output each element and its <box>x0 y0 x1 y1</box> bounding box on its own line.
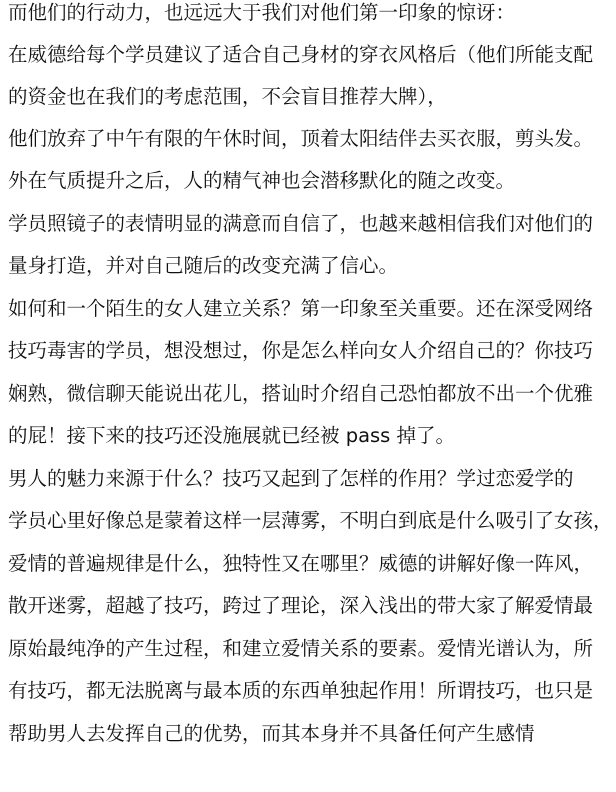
text-line: 量身打造，并对自己随后的改变充满了信心。 <box>8 254 399 277</box>
text-line: 他们放弃了中午有限的午休时间，顶着太阳结伴去买衣服，剪头发。 <box>8 127 594 150</box>
text-line: 学员照镜子的表情明显的满意而自信了，也越来越相信我们对他们的 <box>8 212 594 235</box>
text-line: 的资金也在我们的考虑范围，不会盲目推荐大牌）， <box>8 85 447 108</box>
text-line: 技巧毒害的学员，想没想过，你是怎么样向女人介绍自己的？你技巧 <box>8 339 594 362</box>
text-line: 娴熟，微信聊天能说出花儿，搭讪时介绍自己恐怕都放不出一个优雅 <box>8 382 594 405</box>
text-line: 的屁！接下来的技巧还没施展就已经被 pass 掉了。 <box>8 424 456 447</box>
text-line: 外在气质提升之后，人的精气神也会潜移默化的随之改变。 <box>8 169 516 192</box>
text-line: 在威德给每个学员建议了适合自己身材的穿衣风格后（他们所能支配 <box>8 43 594 66</box>
text-line: 而他们的行动力，也远远大于我们对他们第一印象的惊讶： <box>8 1 516 24</box>
text-line: 学员心里好像总是蒙着这样一层薄雾，不明白到底是什么吸引了女孩， <box>8 509 613 532</box>
text-line: 帮助男人去发挥自己的优势，而其本身并不具备任何产生感情 <box>8 722 535 745</box>
text-line: 散开迷雾，超越了技巧，跨过了理论，深入浅出的带大家了解爱情最 <box>8 594 594 617</box>
text-line: 有技巧，都无法脱离与最本质的东西单独起作用！所谓技巧，也只是 <box>8 679 594 702</box>
text-line: 原始最纯净的产生过程，和建立爱情关系的要素。爱情光谱认为，所 <box>8 637 594 660</box>
text-line: 男人的魅力来源于什么？技巧又起到了怎样的作用？学过恋爱学的 <box>8 467 574 490</box>
text-line: 如何和一个陌生的女人建立关系？第一印象至关重要。还在深受网络 <box>8 297 594 320</box>
text-line: 爱情的普遍规律是什么，独特性又在哪里？威德的讲解好像一阵风， <box>8 552 594 575</box>
